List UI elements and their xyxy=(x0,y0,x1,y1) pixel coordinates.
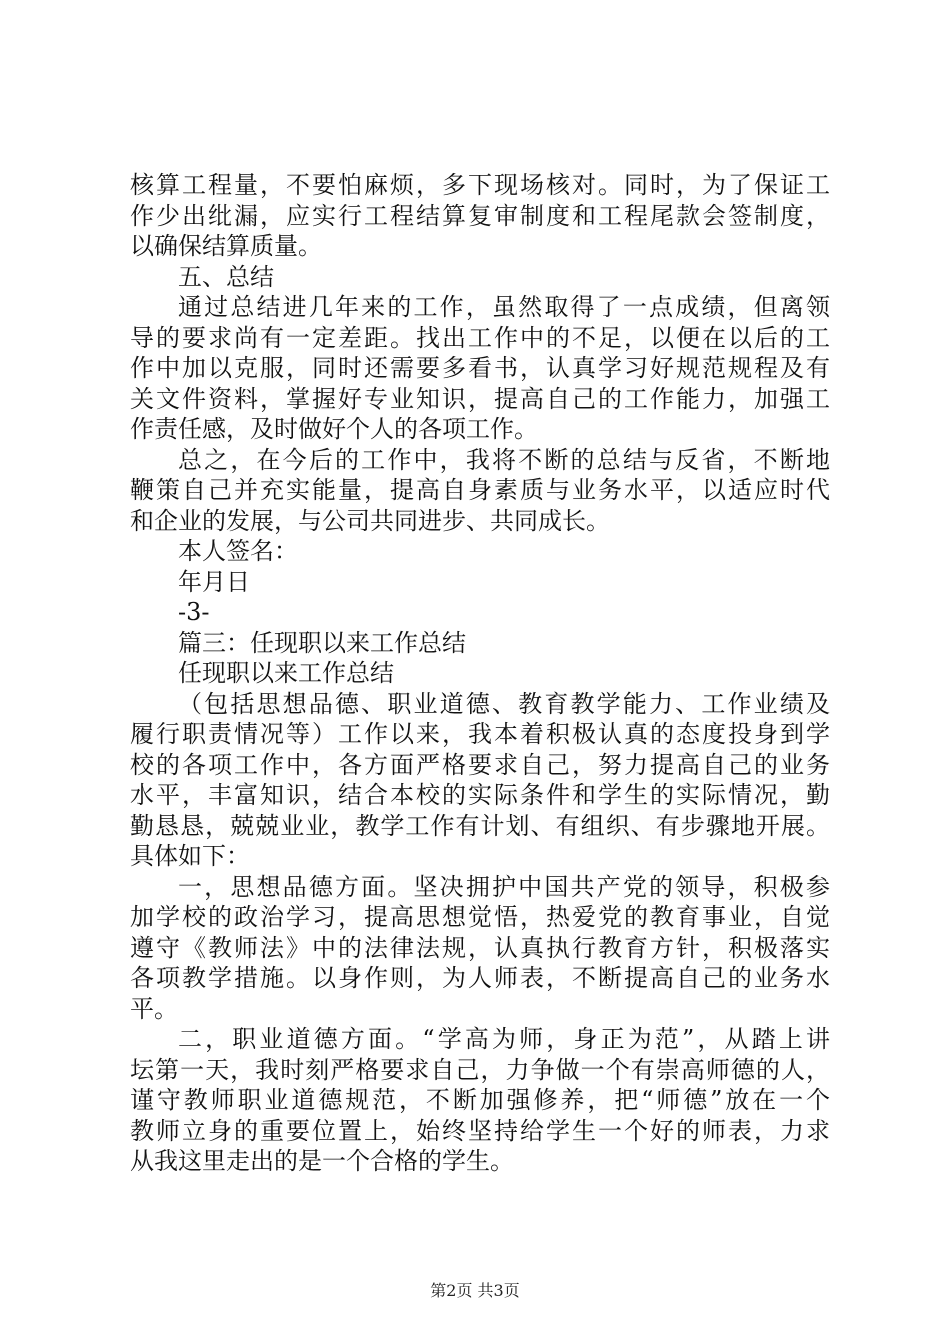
text-line: 核算工程量，不要怕麻烦，多下现场核对。同时，为了保证工 xyxy=(130,171,830,199)
text-line: 坛第一天，我时刻严格要求自己，力争做一个有崇高师德的人， xyxy=(130,1055,830,1084)
text-line: 从我这里走出的是一个合格的学生。 xyxy=(130,1147,514,1175)
text-line: 通过总结进几年来的工作，虽然取得了一点成绩，但离领 xyxy=(178,293,830,321)
text-line: （包括思想品德、职业道德、教育教学能力、工作业绩及 xyxy=(178,689,830,718)
text-line: 遵守《教师法》中的法律法规，认真执行教育方针，积极落实 xyxy=(130,933,830,962)
text-line: 作责任感，及时做好个人的各项工作。 xyxy=(130,415,538,443)
text-line: 和企业的发展，与公司共同进步、共同成长。 xyxy=(130,506,610,535)
text-line: 平。 xyxy=(130,994,178,1023)
text-line: 作中加以克服，同时还需要多看书，认真学习好规范规程及有 xyxy=(130,354,830,382)
text-line: 年月日 xyxy=(178,567,250,596)
text-line: 各项教学措施。以身作则，为人师表，不断提高自己的业务水 xyxy=(130,964,830,992)
text-line: 本人签名： xyxy=(178,537,298,565)
text-line: 二，职业道德方面。“学高为师，身正为范”，从踏上讲 xyxy=(178,1025,830,1053)
page-footer: 第2页 共3页 xyxy=(430,1281,520,1300)
text-line: 以确保结算质量。 xyxy=(130,232,322,260)
text-line: 作少出纰漏，应实行工程结算复审制度和工程尾款会签制度， xyxy=(130,201,830,230)
text-line: 一，思想品德方面。坚决拥护中国共产党的领导，积极参 xyxy=(178,872,830,901)
text-line: 履行职责情况等）工作以来，我本着积极认真的态度投身到学 xyxy=(130,720,830,748)
document-body xyxy=(130,170,830,1177)
text-line: 关文件资料，掌握好专业知识，提高自己的工作能力，加强工 xyxy=(130,384,830,413)
text-line: 五、总结 xyxy=(178,262,274,291)
text-line: 任现职以来工作总结 xyxy=(178,659,394,687)
text-line: 勤恳恳，兢兢业业，教学工作有计划、有组织、有步骤地开展。 xyxy=(130,811,830,840)
text-line: -3- xyxy=(178,598,210,626)
text-line: 总之，在今后的工作中，我将不断的总结与反省，不断地 xyxy=(178,445,830,474)
text-line: 篇三：任现职以来工作总结 xyxy=(178,628,466,657)
text-line: 具体如下： xyxy=(130,842,250,870)
text-line: 水平，丰富知识，结合本校的实际条件和学生的实际情况，勤 xyxy=(130,781,830,809)
text-line: 加学校的政治学习，提高思想觉悟，热爱党的教育事业，自觉 xyxy=(130,903,830,931)
text-line: 导的要求尚有一定差距。找出工作中的不足，以便在以后的工 xyxy=(130,323,830,352)
text-line: 教师立身的重要位置上，始终坚持给学生一个好的师表，力求 xyxy=(130,1116,830,1145)
text-line: 谨守教师职业道德规范，不断加强修养，把“师德”放在一个 xyxy=(130,1086,830,1114)
text-line: 鞭策自己并充实能量，提高自身素质与业务水平，以适应时代 xyxy=(130,476,830,504)
text-line: 校的各项工作中，各方面严格要求自己，努力提高自己的业务 xyxy=(130,750,830,779)
